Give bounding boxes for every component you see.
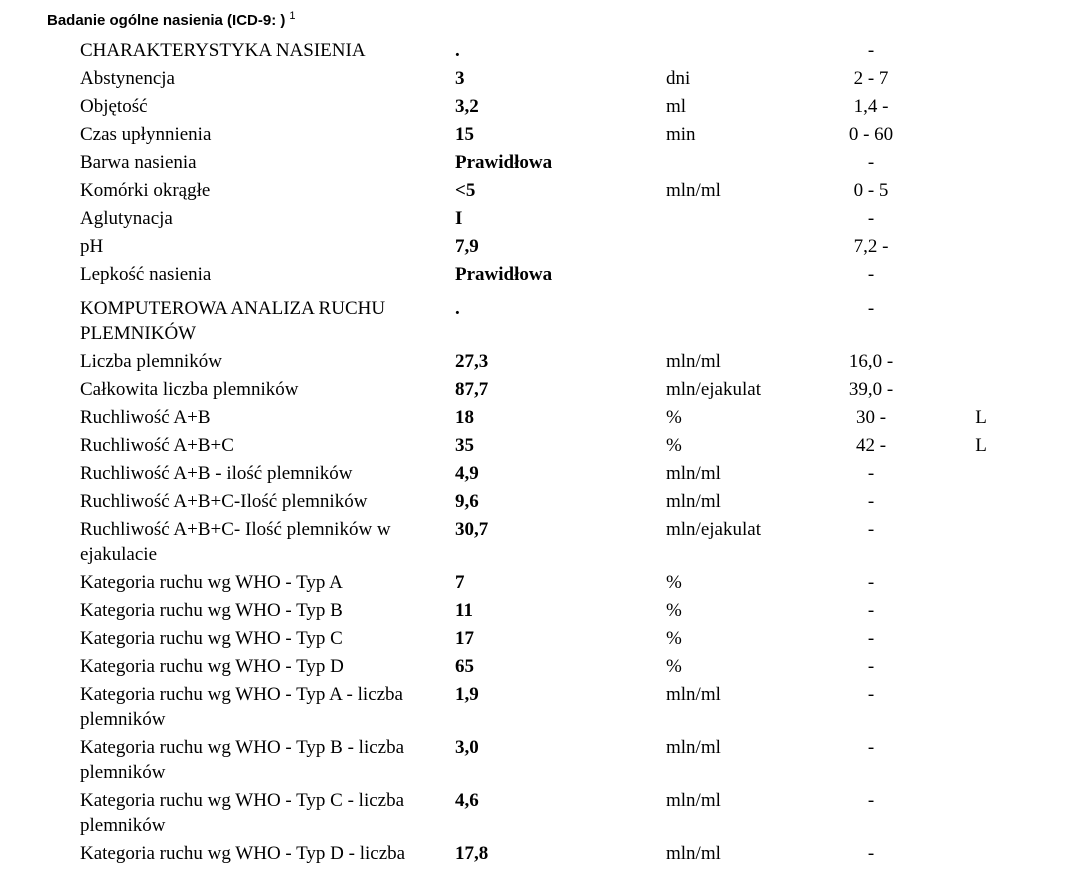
parameter-name	[80, 234, 455, 259]
table-row	[0, 296, 1080, 346]
reference-range: -	[867, 737, 875, 758]
reference-range: -	[867, 40, 875, 61]
parameter-name-line1: Ruchliwość A+B	[80, 407, 211, 428]
parameter-name	[80, 682, 455, 732]
parameter-name	[80, 841, 455, 866]
table-row	[0, 122, 1080, 147]
result-unit: mln/ml	[666, 843, 721, 864]
reference-range: 42 -	[855, 435, 887, 456]
title-superscript: 1	[289, 10, 296, 22]
table-row	[0, 735, 1080, 785]
parameter-name	[80, 489, 455, 514]
reference-range: -	[867, 298, 875, 319]
parameter-name-line1: Kategoria ruchu wg WHO - Typ B - liczba	[80, 737, 405, 758]
parameter-name	[80, 405, 455, 430]
parameter-name-line1: Czas upłynnienia	[80, 124, 212, 145]
reference-range: -	[867, 572, 875, 593]
table-row	[0, 841, 1080, 866]
result-value: <5	[455, 180, 476, 201]
parameter-name-line1: pH	[80, 236, 104, 257]
result-value: 3,2	[455, 96, 479, 117]
reference-range: -	[867, 656, 875, 677]
reference-range: 7,2 -	[853, 236, 889, 257]
parameter-name-line1: KOMPUTEROWA ANALIZA RUCHU	[80, 298, 386, 319]
table-row	[0, 262, 1080, 287]
page-title	[47, 6, 296, 31]
parameter-name	[80, 788, 455, 838]
result-flag: L	[975, 407, 987, 428]
parameter-name	[80, 66, 455, 91]
result-unit: mln/ml	[666, 790, 721, 811]
parameter-name	[80, 262, 455, 287]
parameter-name	[80, 433, 455, 458]
reference-range: -	[867, 519, 875, 540]
parameter-name	[80, 94, 455, 119]
result-value: 9,6	[455, 491, 479, 512]
parameter-name	[80, 461, 455, 486]
result-unit: mln/ml	[666, 737, 721, 758]
result-value: .	[455, 40, 460, 61]
table-row	[0, 206, 1080, 231]
table-row	[0, 150, 1080, 175]
parameter-name-line1: Komórki okrągłe	[80, 180, 211, 201]
parameter-name-line1: Kategoria ruchu wg WHO - Typ D - liczba	[80, 843, 406, 864]
table-row	[0, 788, 1080, 838]
report-table	[0, 38, 1080, 869]
table-row	[0, 38, 1080, 63]
parameter-name-line2: plemników	[80, 762, 166, 783]
reference-range: -	[867, 790, 875, 811]
table-row	[0, 94, 1080, 119]
table-row	[0, 461, 1080, 486]
table-row	[0, 654, 1080, 679]
result-unit: %	[666, 628, 682, 649]
table-row	[0, 433, 1080, 458]
parameter-name	[80, 122, 455, 147]
parameter-name-line1: Kategoria ruchu wg WHO - Typ C - liczba	[80, 790, 405, 811]
result-unit: %	[666, 656, 682, 677]
parameter-name	[80, 735, 455, 785]
result-value: 3	[455, 68, 465, 89]
result-value: 11	[455, 600, 473, 621]
parameter-name-line1: Liczba plemników	[80, 351, 222, 372]
parameter-name	[80, 598, 455, 623]
parameter-name	[80, 296, 455, 346]
parameter-name-line2: plemników	[80, 709, 166, 730]
parameter-name	[80, 570, 455, 595]
parameter-name-line1: Kategoria ruchu wg WHO - Typ C	[80, 628, 343, 649]
result-unit: %	[666, 435, 682, 456]
parameter-name	[80, 349, 455, 374]
table-row	[0, 598, 1080, 623]
parameter-name-line2: PLEMNIKÓW	[80, 323, 197, 344]
result-unit: ml	[666, 96, 687, 117]
table-row	[0, 234, 1080, 259]
parameter-name	[80, 626, 455, 651]
parameter-name	[80, 178, 455, 203]
parameter-name	[80, 206, 455, 231]
parameter-name	[80, 377, 455, 402]
reference-range: -	[867, 843, 875, 864]
parameter-name	[80, 654, 455, 679]
parameter-name-line1: Lepkość nasienia	[80, 264, 212, 285]
result-value: 7,9	[455, 236, 479, 257]
result-unit: mln/ml	[666, 180, 721, 201]
parameter-name-line1: Kategoria ruchu wg WHO - Typ A	[80, 572, 343, 593]
table-row	[0, 377, 1080, 402]
parameter-name	[80, 517, 455, 567]
result-value: 7	[455, 572, 465, 593]
result-flag: L	[975, 435, 987, 456]
result-value: .	[455, 298, 460, 319]
result-value: 27,3	[455, 351, 489, 372]
result-value: 4,6	[455, 790, 479, 811]
table-row	[0, 570, 1080, 595]
parameter-name-line1: Kategoria ruchu wg WHO - Typ A - liczba	[80, 684, 403, 705]
result-value: Prawidłowa	[455, 264, 553, 285]
result-value: 3,0	[455, 737, 479, 758]
reference-range: -	[867, 264, 875, 285]
parameter-name	[80, 150, 455, 175]
result-unit: %	[666, 572, 682, 593]
parameter-name-line1: Ruchliwość A+B+C	[80, 435, 234, 456]
result-unit: min	[666, 124, 696, 145]
result-unit: dni	[666, 68, 691, 89]
reference-range: -	[867, 208, 875, 229]
parameter-name-line1: Barwa nasienia	[80, 152, 197, 173]
result-unit: mln/ml	[666, 491, 721, 512]
table-row	[0, 626, 1080, 651]
page-title-text: Badanie ogólne nasienia (ICD-9: )	[47, 12, 286, 29]
result-value: 18	[455, 407, 474, 428]
reference-range: -	[867, 600, 875, 621]
result-value: 35	[455, 435, 474, 456]
table-row	[0, 66, 1080, 91]
parameter-name-line1: Całkowita liczba plemników	[80, 379, 299, 400]
result-unit: mln/ejakulat	[666, 379, 761, 400]
parameter-name-line1: Objętość	[80, 96, 148, 117]
parameter-name-line1: Aglutynacja	[80, 208, 173, 229]
result-unit: %	[666, 600, 682, 621]
table-row	[0, 405, 1080, 430]
reference-range: 39,0 -	[848, 379, 894, 400]
reference-range: 0 - 60	[848, 124, 894, 145]
result-value: 30,7	[455, 519, 489, 540]
result-value: Prawidłowa	[455, 152, 553, 173]
result-unit: mln/ejakulat	[666, 519, 761, 540]
parameter-name-line1: Kategoria ruchu wg WHO - Typ D	[80, 656, 344, 677]
reference-range: 0 - 5	[853, 180, 889, 201]
result-unit: mln/ml	[666, 463, 721, 484]
result-value: I	[455, 208, 463, 229]
result-unit: %	[666, 407, 682, 428]
reference-range: 2 - 7	[853, 68, 889, 89]
result-value: 65	[455, 656, 474, 677]
result-unit: mln/ml	[666, 351, 721, 372]
parameter-name	[80, 38, 455, 63]
table-row	[0, 349, 1080, 374]
reference-range: -	[867, 684, 875, 705]
table-row	[0, 682, 1080, 732]
result-value: 4,9	[455, 463, 479, 484]
parameter-name-line1: Ruchliwość A+B - ilość plemników	[80, 463, 353, 484]
reference-range: -	[867, 152, 875, 173]
reference-range: -	[867, 628, 875, 649]
reference-range: 16,0 -	[848, 351, 894, 372]
reference-range: 1,4 -	[853, 96, 889, 117]
reference-range: 30 -	[855, 407, 887, 428]
parameter-name-line1: Ruchliwość A+B+C- Ilość plemników w ejakulacie	[80, 519, 391, 565]
table-row	[0, 178, 1080, 203]
table-row	[0, 489, 1080, 514]
parameter-name-line1: CHARAKTERYSTYKA NASIENIA	[80, 40, 366, 61]
result-value: 1,9	[455, 684, 479, 705]
reference-range: -	[867, 463, 875, 484]
parameter-name-line2: plemników	[80, 815, 166, 836]
result-value: 87,7	[455, 379, 489, 400]
result-unit: mln/ml	[666, 684, 721, 705]
result-value: 15	[455, 124, 474, 145]
result-value: 17,8	[455, 843, 489, 864]
parameter-name-line1: Ruchliwość A+B+C-Ilość plemników	[80, 491, 368, 512]
parameter-name-line1: Kategoria ruchu wg WHO - Typ B	[80, 600, 343, 621]
result-value: 17	[455, 628, 474, 649]
table-row	[0, 517, 1080, 567]
parameter-name-line1: Abstynencja	[80, 68, 175, 89]
reference-range: -	[867, 491, 875, 512]
